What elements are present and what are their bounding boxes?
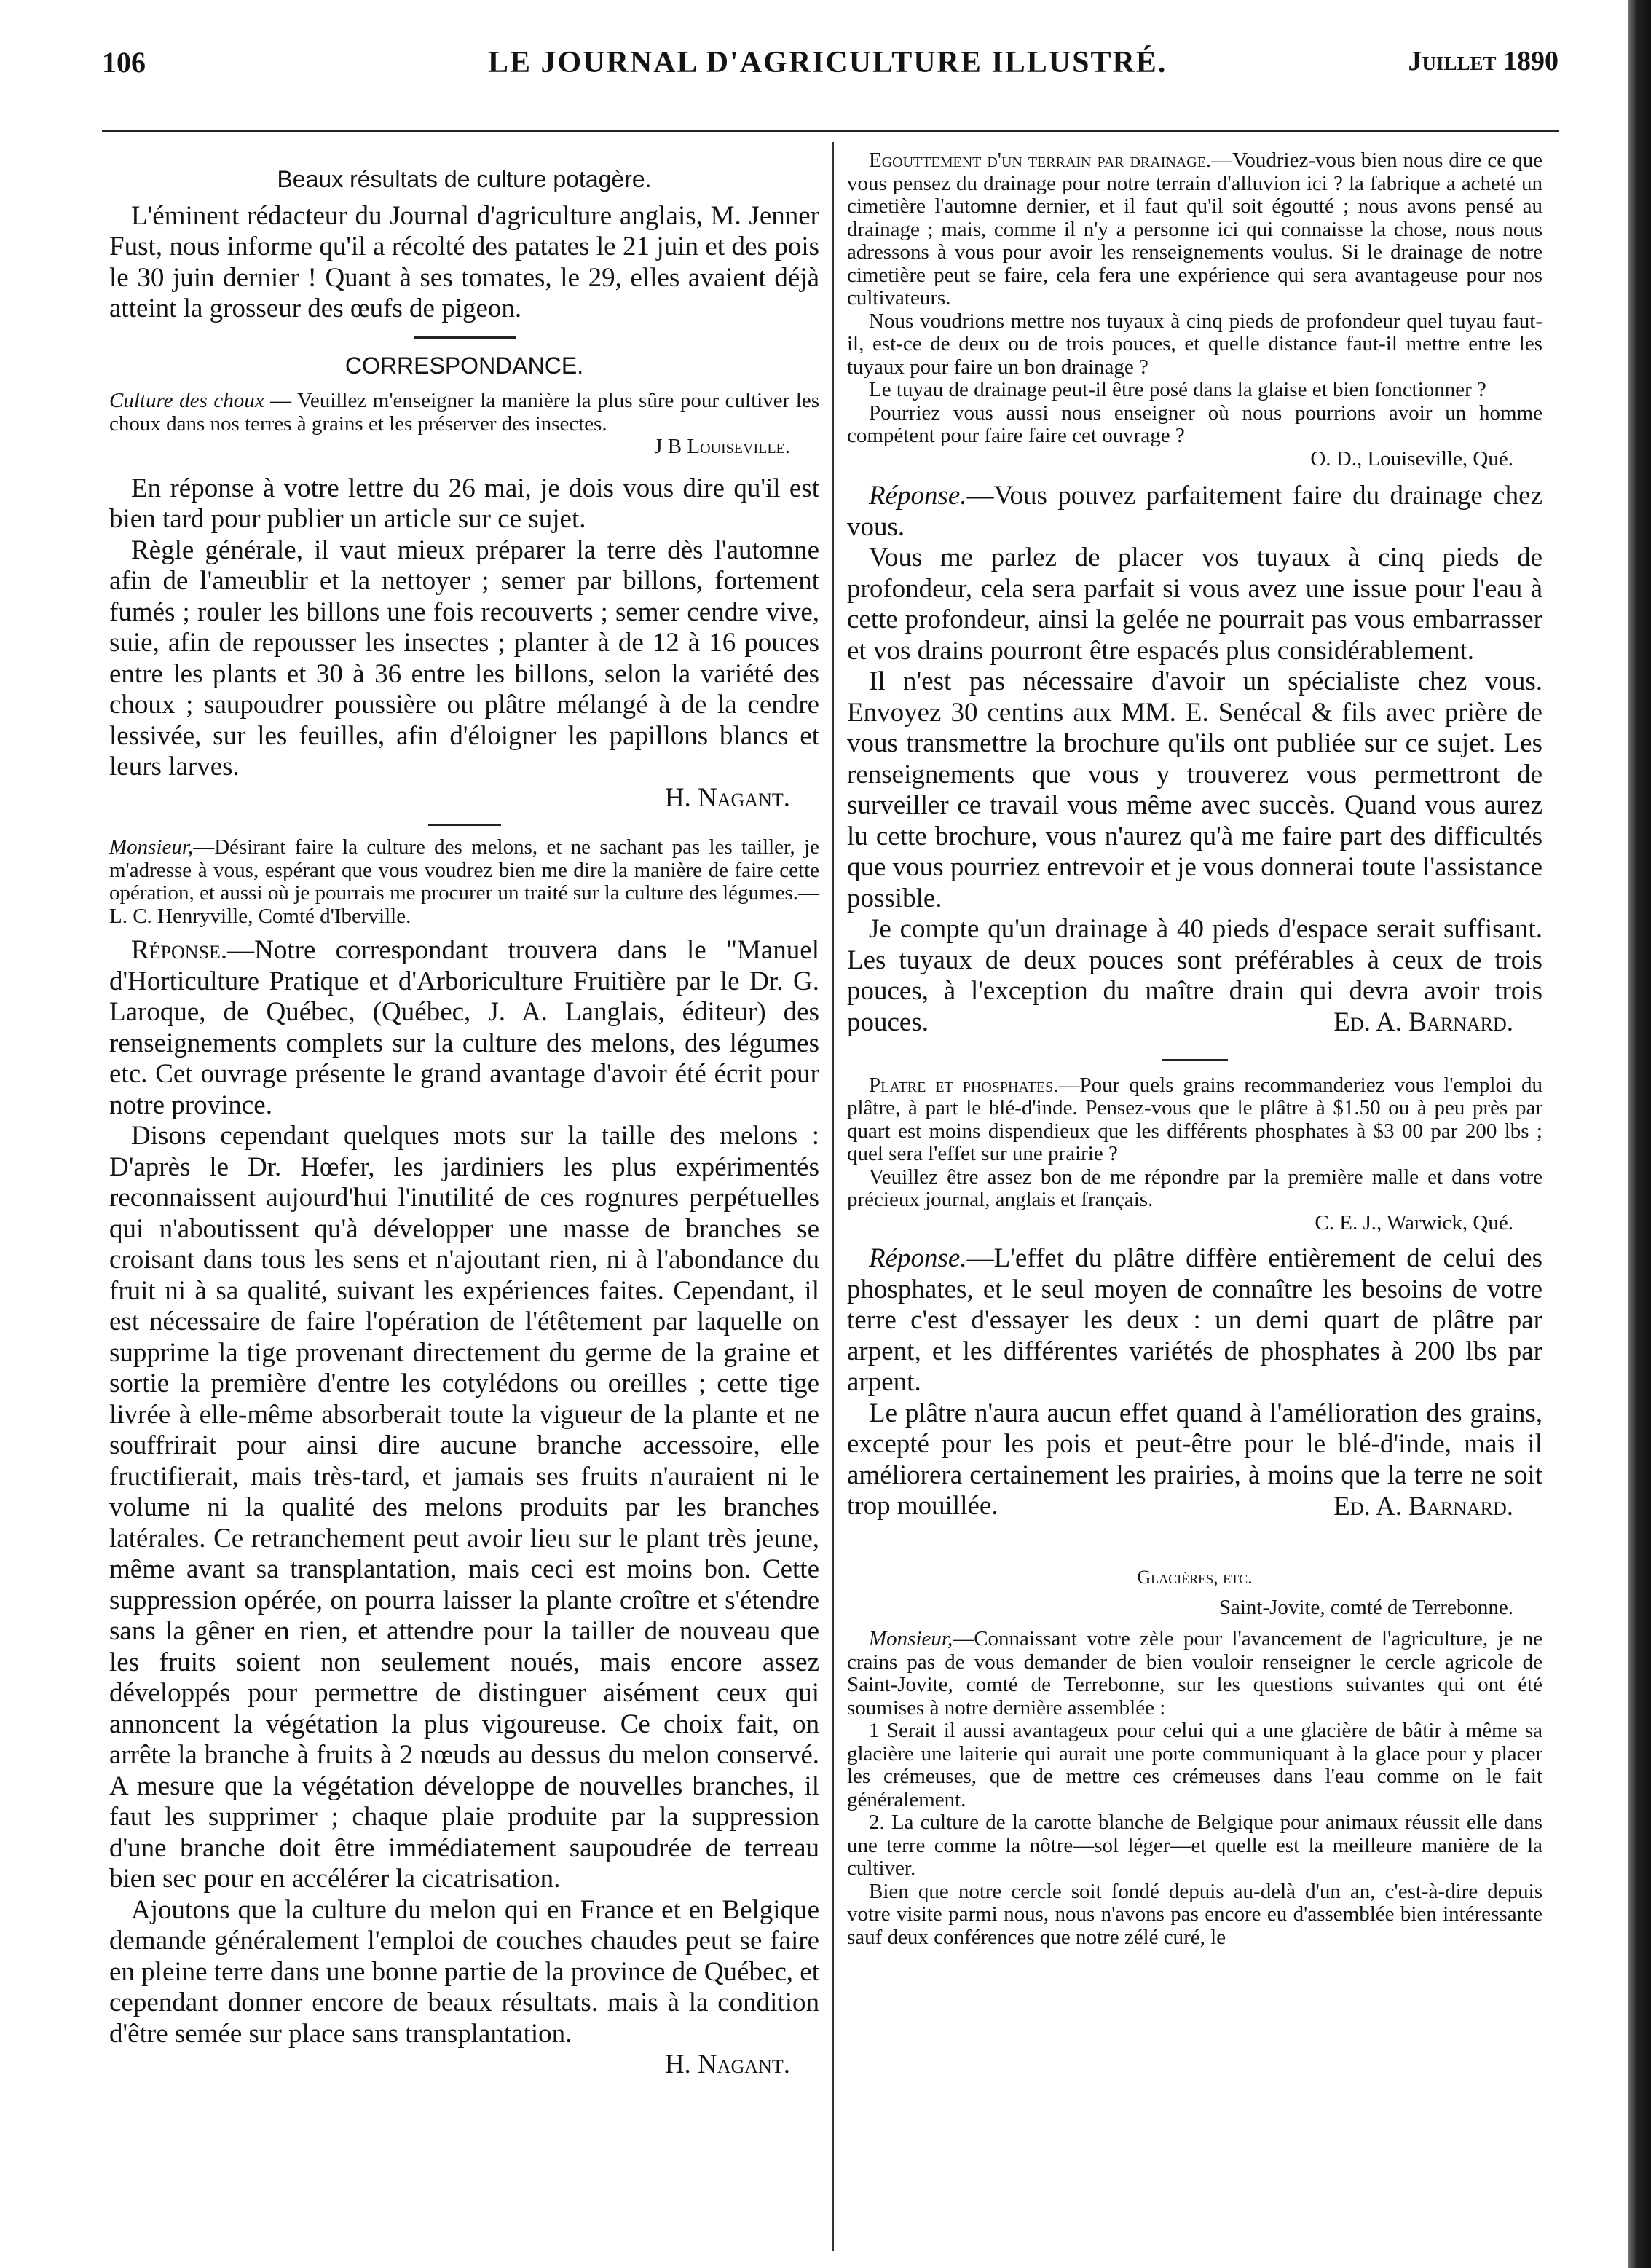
glacieres-place: Saint-Jovite, comté de Terrebonne. [1218, 1595, 1513, 1619]
question-drainage-signature: O. D., Louiseville, Qué. [1310, 446, 1513, 470]
question-glacieres-2: 2. La culture de la carotte blanche de Belgique pour animaux réussit elle dans une terre comme la nôtre—sol léger—et quelle est la meilleure manière de la cultiver. [847, 1811, 1542, 1880]
question-choux-signature: J B Louiseville. [654, 435, 790, 458]
beaux-resultats-body: L'éminent rédacteur du Journal d'agriculture anglais, M. Jenner Fust, nous informe qu'il a récolté des patates le 21 juin et des pois le 30 juin dernier ! Quant à ses tomates, le 29, elles avaient déjà atteint la grosseur des œufs de pigeon. [109, 200, 819, 323]
page-number: 106 [102, 46, 146, 79]
answer-melons: Réponse.—Notre correspondant trouvera dans le "Manuel d'Horticulture Pratique et d'Arboriculture Fruitière par le Dr. G. Laroque, de Québec, (Québec, J. A. Langlais, éditeur) des renseignements complets sur la culture des melons, des légumes etc. Cet ouvrage présente le grand avantage d'avoir été écrit pour notre province. [109, 935, 819, 1120]
question-glacieres-1: 1 Serait il aussi avantageux pour celui qui a une glacière de bâtir à même sa glacière une laiterie qui aurait une porte communiquant à la glace pour y placer les crémeuses, que de mettre ces crémeuses dans l'eau comme on le fait généralement. [847, 1719, 1542, 1811]
question-drainage-3: Le tuyau de drainage peut-il être posé dans la glaise et bien fonctionner ? [869, 378, 1486, 401]
separator [428, 824, 501, 826]
answer-platre-signature: Ed. A. Barnard. [1333, 1491, 1513, 1521]
answer-platre-p2: Le plâtre n'aura aucun effet quand à l'amélioration des grains, excepté pour les pois et peut-être pour le blé-d'inde, mais il améliorera certainement les prairies, à moins que la terre ne soit trop mouillée. [847, 1398, 1542, 1521]
answer-drainage: Réponse.—Vous pouvez parfaitement faire du drainage chez vous. [847, 481, 1542, 542]
answer-drainage-p2: Il n'est pas nécessaire d'avoir un spécialiste chez vous. Envoyez 30 centins aux MM. E. Senécal & fils avec prière de vous transmettre la brochure qu'ils ont publiée sur ce sujet. Les renseignements que vous y trouverez vous permettront de surveiller ce travail vous même avec succès. Quand vous aurez lu cette brochure, vous n'aurez qu'à me faire part des difficultés que vous pourriez entrevoir et je vous donnerai toute l'assistance possible. [847, 666, 1543, 913]
question-drainage-4: Pourriez vous aussi nous enseigner où nous pourrions avoir un homme compétent pour faire faire cet ouvrage ? [847, 401, 1542, 447]
header-rule [102, 130, 1559, 132]
page-header [102, 45, 1559, 96]
answer-melons-culture: Ajoutons que la culture du melon qui en France et en Belgique demande généralement l'emploi de couches chaudes peut se faire en pleine terre dans une bonne partie de la province de Québec, et cependant donner encore de beaux résultats. mais à la condition d'être semée sur place sans transplantation. [109, 1894, 819, 2049]
answer-melons-taille: Disons cependant quelques mots sur la taille des melons : D'après le Dr. Hœfer, les jardiniers les plus expérimentés reconnaissent aujourd'hui l'inutilité de ces rognures perpétuelles qui n'aboutissent qu'à développer une masse de branches se croisant dans tous les sens et n'ajoutant rien, ni à l'abondance du fruit ni à sa qualité, suivant les expériences faites. Cependant, il est nécessaire de faire l'opération de l'étêtement par laquelle on supprime la tige provenant directement du germe de la graine et sortie la première d'entre les cotylédons ou oreilles ; cette tige livrée à elle-même absorberait toute la vigueur de la plante et ne souffrirait pour ainsi dire aucune branche accessoire, elle fructifierait, mais très-tard, et jamais ses fruits n'auraient ni le volume ni la qualité des melons produits par les branches latérales. Ce retranchement peut avoir lieu sur le plant très jeune, même avant sa transplantation, mais ceci est moins bon. Cette suppression opérée, on pourra laisser la plante croître et s'étendre sans la gêner en rien, et attendre pour la tailler de nouveau que les fruits soient non seulement noués, mais encore assez développés pour permettre de distinguer aisément ceux qui annoncent la végétation la plus vigoureuse. Ce choix fait, on arrête la branche à fruits à 2 nœuds au dessus du melon conservé. A mesure que la végétation développe de nouvelles branches, il faut les supprimer ; chaque plaie produite par la suppression d'une branche doit être immédiatement saupoudrée de terreau bien sec pour en accélérer la cicatrisation. [109, 1121, 819, 1894]
correspondance-title: CORRESPONDANCE. [344, 352, 584, 379]
answer-melons-signature: H. Nagant. [664, 2050, 790, 2079]
answer-choux-intro: En réponse à votre lettre du 26 mai, je dois vous dire qu'il est bien tard pour publier un article sur ce sujet. [109, 473, 819, 534]
scan-edge [1628, 0, 1651, 2268]
beaux-resultats-title: Beaux résultats de culture potagère. [277, 166, 652, 192]
issue-date: Juillet 1890 [1408, 46, 1559, 76]
question-melons: Monsieur,—Désirant faire la culture des melons, et ne sachant pas les tailler, je m'adresse à vous, espérant que vous voudrez bien me dire la manière de faire cette opération, et aussi où je pourrais me procurer un traité sur la culture des légumes.—L. C. Henryville, Comté d'Iberville. [109, 835, 819, 928]
question-platre-signature: C. E. J., Warwick, Qué. [1315, 1210, 1513, 1235]
glacieres-title: Glacières, etc. [1137, 1567, 1253, 1588]
left-column [109, 149, 819, 2081]
question-platre: Platre et phosphates.—Pour quels grains recommanderiez vous l'emploi du plâtre, à part le blé-d'inde. Pensez-vous que le plâtre à $1.50 ou à peu près par quart est moins dispendieux que les différents phosphates à $3 00 par 200 lbs ; quel sera l'effet sur une prairie ? [847, 1073, 1543, 1165]
right-column [847, 149, 1542, 1949]
question-platre-2: Veuillez être assez bon de me répondre par la première malle et dans votre précieux journal, anglais et français. [847, 1165, 1542, 1211]
question-choux: Culture des choux — Veuillez m'enseigner la manière la plus sûre pour cultiver les choux dans nos terres à grains et les préserver des insectes. [109, 389, 819, 436]
question-drainage-2: Nous voudrions mettre nos tuyaux à cinq pieds de profondeur quel tuyau faut-il, est-ce de deux ou de trois pouces, et quelle distance faut-il mettre entre les tuyaux pour faire un bon drainage ? [847, 309, 1542, 379]
separator [414, 336, 516, 339]
question-glacieres-3: Bien que notre cercle soit fondé depuis au-delà d'un an, c'est-à-dire depuis votre visite parmi nous, nous n'avons pas encore eu d'assemblée bien intéressante sauf deux conférences que notre zélé curé, le [847, 1879, 1542, 1949]
column-rule [832, 142, 834, 2251]
answer-choux-signature: H. Nagant. [664, 782, 790, 813]
separator [1162, 1059, 1228, 1061]
answer-drainage-signature: Ed. A. Barnard. [1333, 1007, 1513, 1037]
answer-platre: Réponse.—L'effet du plâtre diffère entièrement de celui des phosphates, et le seul moyen de connaître les besoins de votre terre c'est d'essayer les deux : un demi quart de plâtre par arpent, et les différentes variétés de phosphates à 200 lbs par arpent. [847, 1243, 1542, 1397]
answer-drainage-p1: Vous me parlez de placer vos tuyaux à cinq pieds de profondeur, cela sera parfait si vous avez une issue pour l'eau à cette profondeur, ainsi la gelée ne pourrait pas vous embarrasser et vos drains pourront être espacés plus considérablement. [847, 543, 1542, 666]
answer-choux-body: Règle générale, il vaut mieux préparer la terre dès l'automne afin de l'ameublir et la nettoyer ; semer par billons, fortement fumés ; rouler les billons une fois recouverts ; semer cendre vive, suie, afin de repousser les insectes ; planter à de 12 à 16 pouces entre les plants et 30 à 36 entre les billons, selon la variété des choux ; saupoudrer poussière ou plâtre mélangé à de la cendre lessivée, sur les feuilles, afin d'éloigner les papillons blancs et leurs larves. [109, 535, 819, 781]
answer-drainage-p3: Je compte qu'un drainage à 40 pieds d'espace serait suffisant. Les tuyaux de deux pouces sont préférables à ceux de trois pouces, à l'exception du maître drain qui devra avoir trois pouces. [847, 914, 1542, 1037]
question-drainage: Egouttement d'un terrain par drainage.—Voudriez-vous bien nous dire ce que vous pensez du drainage pour notre terrain d'alluvion ici ? la fabrique a acheté un cimetière l'automne dernier, et il faut qu'il soit égoutté ; nous avons pensé au drainage ; mais, comme il n'y a personne ici qui connaisse la chose, nous nous adressons à vous pour avoir les renseignements voulus. Si le drainage de notre cimetière peut se faire, cela fera une expérience qui sera avantageuse pour nos cultivateurs. [847, 149, 1542, 310]
journal-title: LE JOURNAL D'AGRICULTURE ILLUSTRÉ. [488, 46, 1167, 79]
question-glacieres: Monsieur,—Connaissant votre zèle pour l'avancement de l'agriculture, je ne crains pas de vous demander de bien vouloir renseigner le cercle agricole de Saint-Jovite, comté de Terrebonne, sur les questions suivantes qui ont été soumises à notre dernière assemblée : [847, 1627, 1542, 1720]
